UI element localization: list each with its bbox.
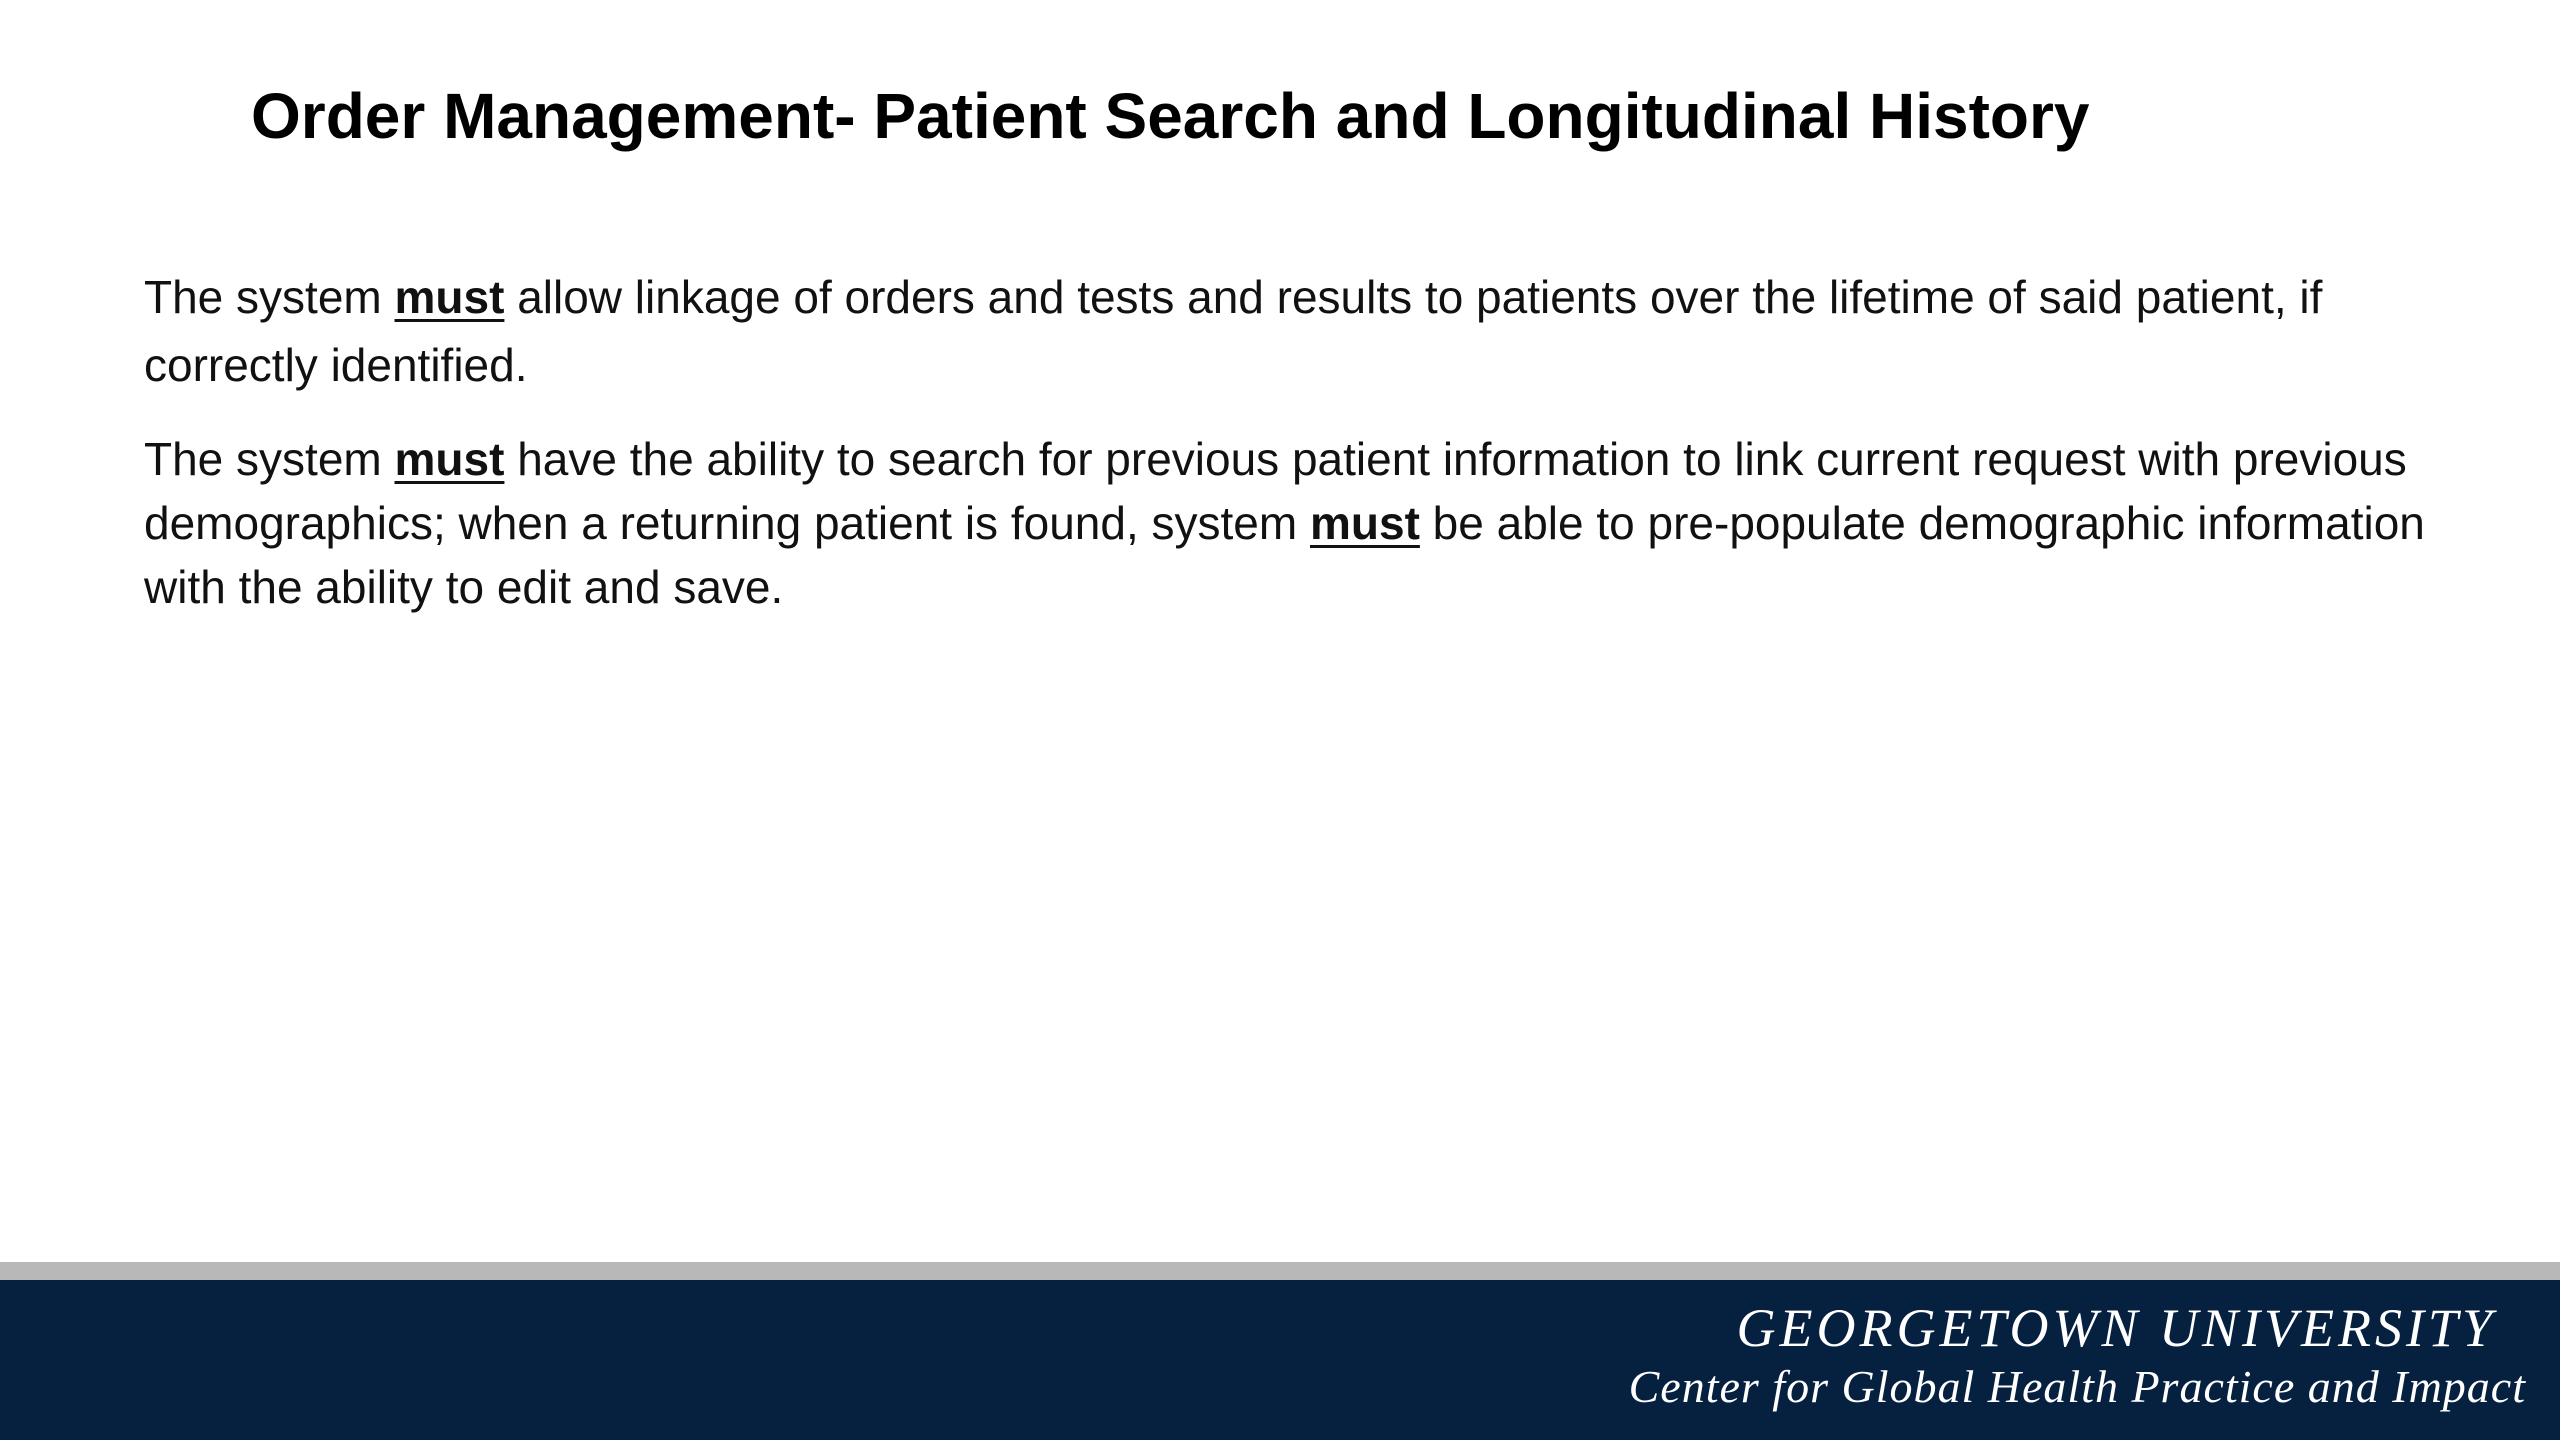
paragraph-2-emphasis-1: must xyxy=(394,433,505,485)
paragraph-2-text-after: be able to pre-populate demographic information with the ability to edit and save. xyxy=(144,497,2425,613)
paragraph-1-text-after: allow linkage of orders and tests and results to patients over the lifetime of said patient, if correctly identified. xyxy=(144,271,2323,391)
georgetown-logo xyxy=(1629,1296,2526,1414)
requirement-paragraph-1 xyxy=(144,263,2434,399)
paragraph-2-text-middle: have the ability to search for previous patient information to link current request with previous demographics; when a returning patient is found, system xyxy=(144,433,2407,549)
logo-university-name: GEORGETOWN UNIVERSITY xyxy=(1736,1298,2496,1358)
slide-body xyxy=(144,263,2434,619)
paragraph-1-emphasis: must xyxy=(394,271,505,323)
paragraph-2-emphasis-2: must xyxy=(1309,497,1420,549)
paragraph-2-text-before: The system xyxy=(144,433,395,485)
paragraph-1-text-before: The system xyxy=(144,271,395,323)
requirement-paragraph-2 xyxy=(144,427,2434,619)
logo-center-name: Center for Global Health Practice and Impact xyxy=(1628,1361,2526,1412)
slide-title: Order Management- Patient Search and Longitudinal History xyxy=(251,80,2090,152)
footer-divider xyxy=(0,1262,2560,1280)
